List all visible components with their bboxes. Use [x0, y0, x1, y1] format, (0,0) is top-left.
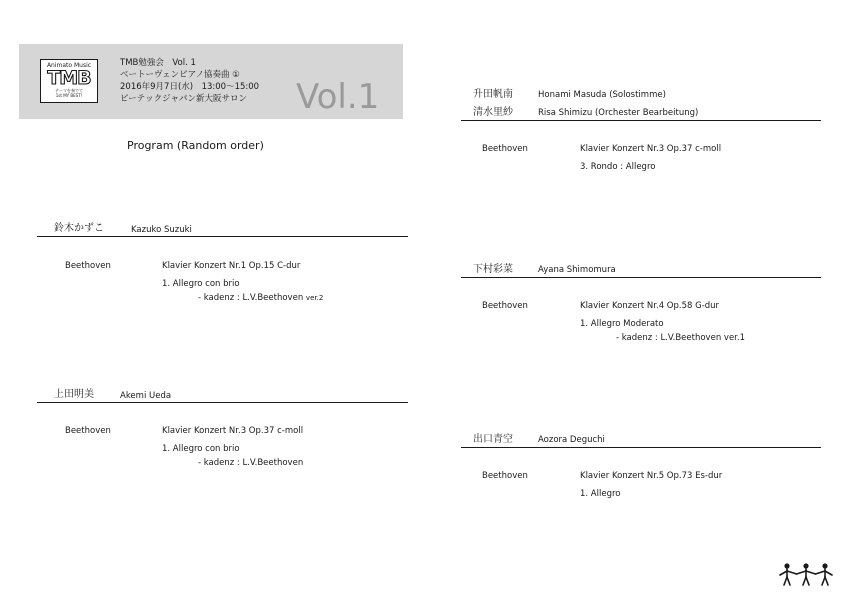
three-people-holding-hands-icon — [778, 562, 834, 586]
performer-name-ja: 出口青空 — [473, 434, 513, 445]
performer-name-en: Kazuko Suzuki — [131, 225, 192, 235]
event-venue: ピーテックジャパン新大阪サロン — [120, 94, 247, 104]
performer-rule — [37, 402, 408, 403]
performer-name-en: Ayana Shimomura — [538, 265, 616, 275]
performer-name-ja: 鈴木かずこ — [54, 223, 104, 234]
performer-name-ja: 升田帆南 — [473, 89, 513, 100]
movement: 3. Rondo : Allegro — [580, 162, 656, 172]
tmb-logo — [40, 59, 98, 103]
performer-name-en: Honami Masuda (Solostimme) — [538, 90, 666, 100]
program-title: Program (Random order) — [127, 139, 264, 152]
cadenza — [198, 293, 323, 304]
logo-brand: Animato Music — [46, 62, 92, 69]
composer: Beethoven — [65, 261, 111, 271]
movement: 1. Allegro con brio — [162, 279, 240, 289]
work-title: Klavier Konzert Nr.3 Op.37 c-moll — [162, 426, 304, 436]
performer-rule — [461, 277, 821, 278]
movement: 1. Allegro Moderato — [580, 319, 664, 329]
movement: 1. Allegro con brio — [162, 444, 240, 454]
logo-sub: テーマを奏でて — [55, 88, 83, 93]
composer: Beethoven — [65, 426, 111, 436]
cadenza: - kadenz : L.V.Beethoven — [198, 458, 304, 468]
performer-rule — [461, 120, 821, 121]
cadenza-text: - kadenz : L.V.Beethoven — [198, 293, 306, 303]
performer-name-ja: 下村彩菜 — [473, 264, 513, 275]
performer-name-ja-2: 清水里紗 — [473, 107, 513, 118]
cadenza: - kadenz : L.V.Beethoven ver.1 — [616, 333, 745, 343]
work-title: Klavier Konzert Nr.1 Op.15 C-dur — [162, 261, 301, 271]
performer-name-en: Akemi Ueda — [120, 391, 172, 401]
performer-name-en-2: Risa Shimizu (Orchester Bearbeitung) — [538, 108, 699, 118]
movement: 1. Allegro — [580, 489, 621, 499]
work-title: Klavier Konzert Nr.5 Op.73 Es-dur — [580, 471, 723, 481]
logo-mark: TMB — [47, 67, 91, 89]
event-subtitle: ベートーヴェンピアノ協奏曲 ① — [120, 70, 240, 80]
composer: Beethoven — [482, 144, 528, 154]
performer-name-ja: 上田明美 — [54, 389, 94, 400]
work-title: Klavier Konzert Nr.4 Op.58 G-dur — [580, 301, 720, 311]
composer: Beethoven — [482, 471, 528, 481]
event-date: 2016年9月7日(水) 13:00～15:00 — [120, 82, 260, 92]
volume-label: Vol.1 — [296, 77, 380, 117]
performer-name-en: Aozora Deguchi — [538, 435, 605, 445]
work-title: Klavier Konzert Nr.3 Op.37 c-moll — [580, 144, 722, 154]
event-title: TMB勉強会 Vol. 1 — [120, 58, 196, 68]
logo-tagline: 1st MY BEST! — [55, 93, 83, 98]
performer-rule — [461, 447, 821, 448]
performer-rule — [37, 236, 408, 237]
composer: Beethoven — [482, 301, 528, 311]
cadenza-version: ver.2 — [305, 294, 324, 302]
